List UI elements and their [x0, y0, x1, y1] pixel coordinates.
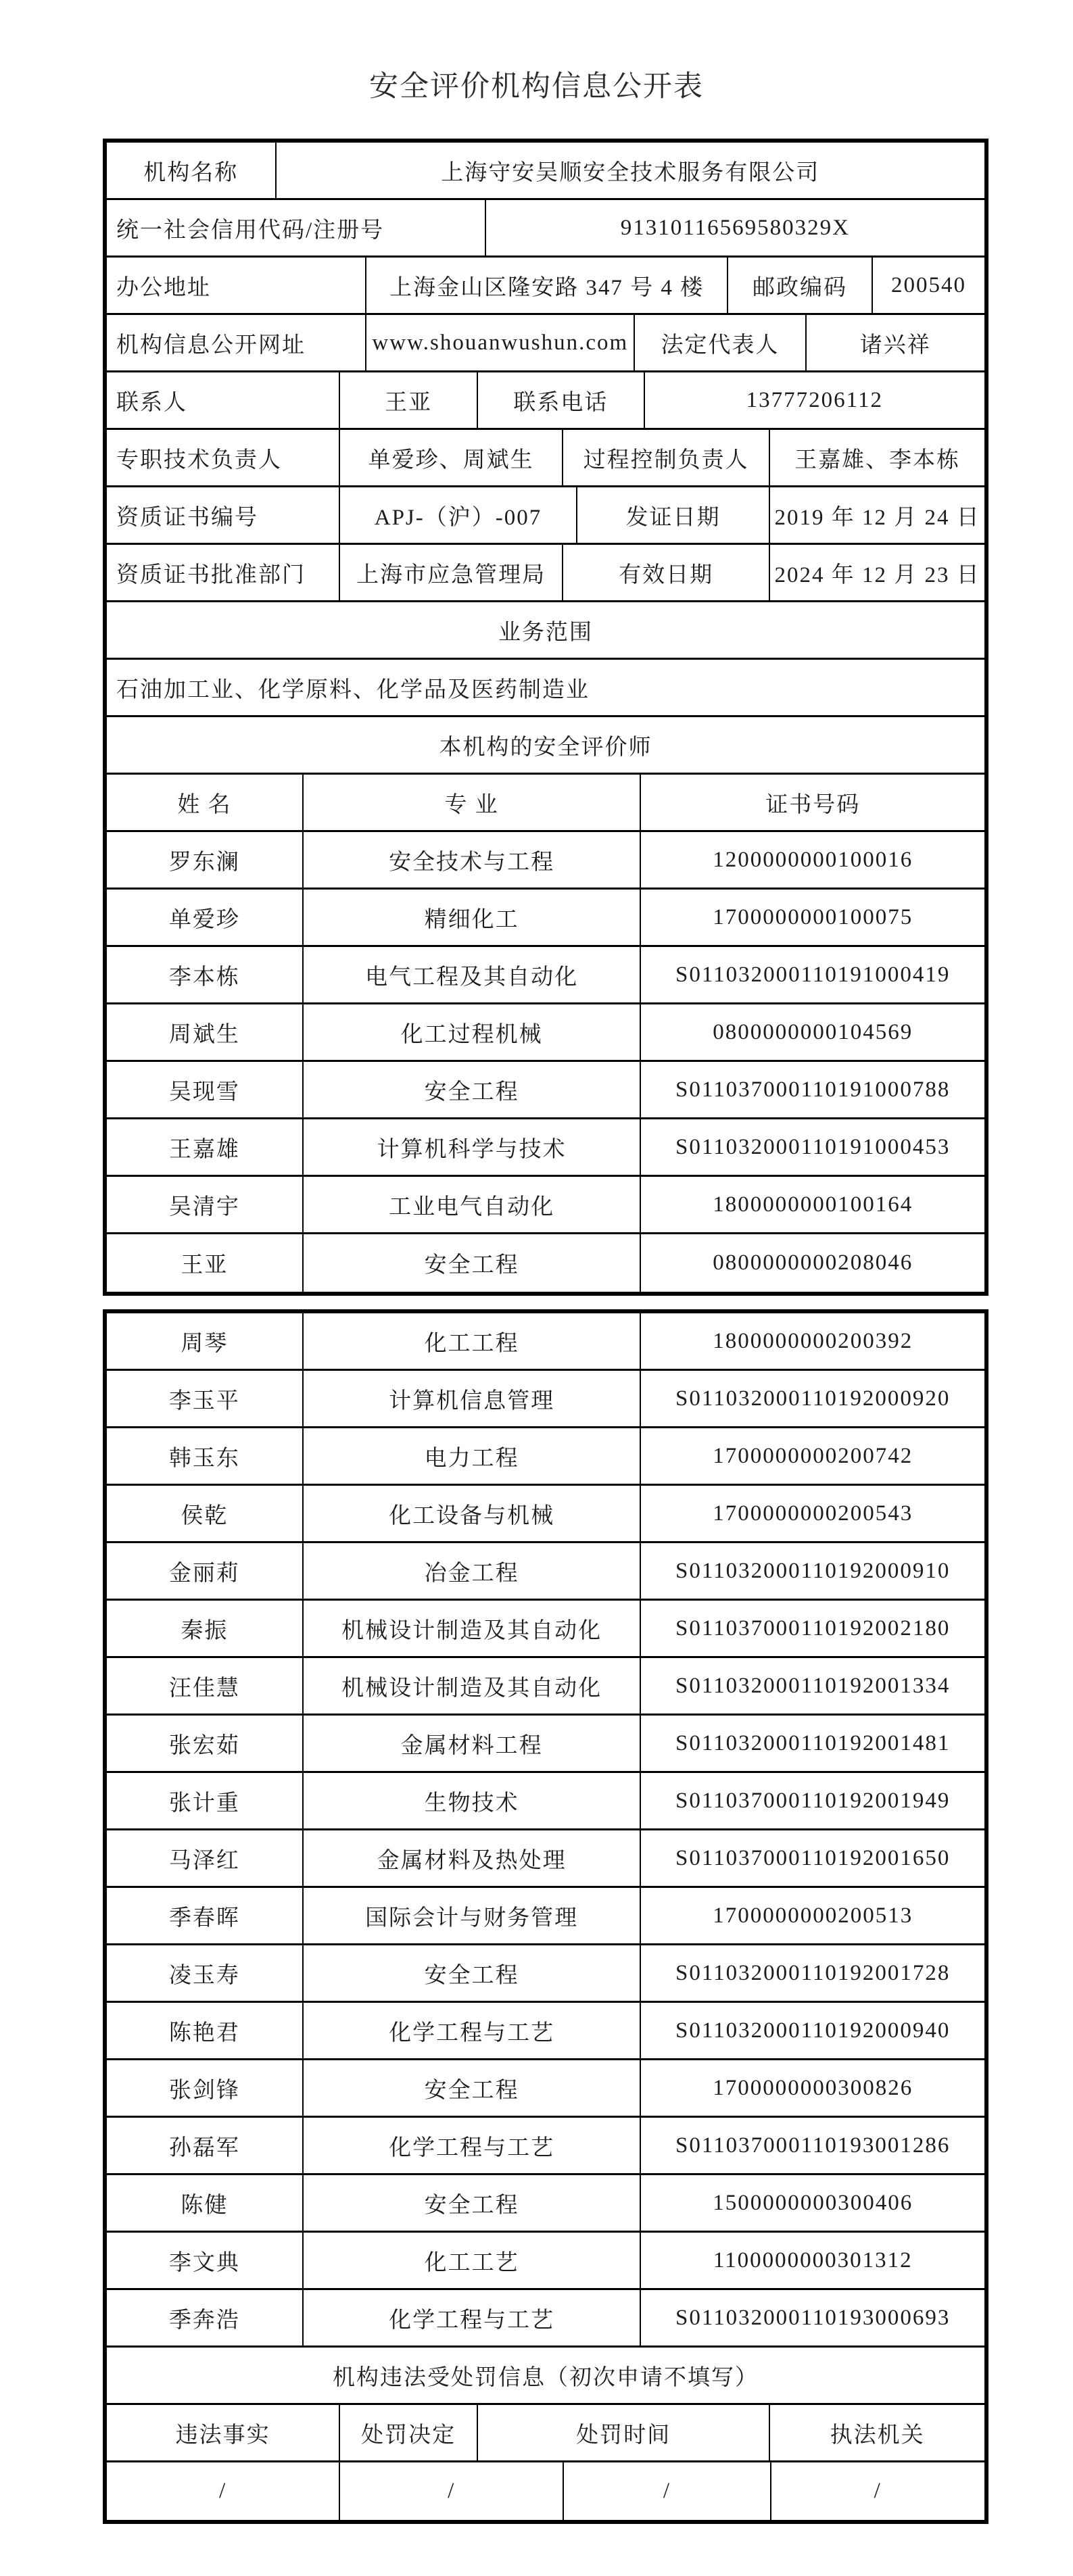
evaluator-row — [107, 2175, 984, 2233]
cert-number-label: 资质证书编号 — [107, 487, 340, 543]
evaluator-row — [107, 1601, 984, 1658]
evaluators-section-title: 本机构的安全评价师 — [439, 735, 652, 760]
evaluator-row — [107, 1486, 984, 1543]
business-scope-row — [107, 660, 984, 717]
evaluator-name: 单爱珍 — [107, 890, 304, 945]
evaluator-major: 机械设计制造及其自动化 — [304, 1658, 642, 1714]
evaluator-row — [107, 1945, 984, 2003]
tech-lead-row — [107, 430, 984, 487]
evaluator-name: 周斌生 — [107, 1004, 304, 1060]
evaluator-row — [107, 1177, 984, 1234]
contact-phone-label: 联系电话 — [478, 372, 645, 428]
evaluators-continued-table — [103, 1309, 988, 2524]
penalty-time-header: 处罚时间 — [478, 2405, 770, 2460]
postal-code-label: 邮政编码 — [728, 258, 873, 313]
office-address-value: 上海金山区隆安路 347 号 4 楼 — [366, 258, 728, 313]
evaluator-name: 金丽莉 — [107, 1543, 304, 1599]
evaluator-row — [107, 947, 984, 1004]
evaluator-major: 化学工程与工艺 — [304, 2118, 642, 2173]
penalty-section-title: 机构违法受处罚信息（初次申请不填写） — [333, 2365, 759, 2390]
evaluator-cert-no: S011032000110192001481 — [675, 1730, 951, 1755]
evaluator-row — [107, 1658, 984, 1716]
evaluator-cert-no: 1700000000300826 — [713, 2075, 913, 2100]
penalty-time-value: / — [564, 2462, 771, 2520]
org-info-table — [103, 139, 988, 1296]
office-address-label: 办公地址 — [107, 258, 366, 313]
evaluator-cert-no: S011032000110191000419 — [675, 962, 951, 987]
org-name-label: 机构名称 — [107, 143, 277, 198]
evaluator-major: 计算机科学与技术 — [304, 1119, 642, 1175]
evaluator-cert-no: 1100000000301312 — [713, 2247, 913, 2273]
violation-fact-header: 违法事实 — [107, 2405, 340, 2460]
evaluator-major: 机械设计制造及其自动化 — [304, 1601, 642, 1656]
office-address-row — [107, 258, 984, 315]
evaluator-cert-no: S011037000110192002180 — [675, 1615, 951, 1641]
evaluator-major-header: 专 业 — [304, 775, 642, 830]
valid-date-label: 有效日期 — [563, 545, 770, 600]
evaluator-major: 安全工程 — [304, 1062, 642, 1117]
evaluator-cert-no: 1800000000100164 — [713, 1192, 913, 1217]
evaluator-name: 凌玉寿 — [107, 1945, 304, 2001]
evaluator-cert-no: S011037000110192001949 — [675, 1788, 951, 1813]
evaluator-major: 安全技术与工程 — [304, 832, 642, 888]
evaluator-name: 韩玉东 — [107, 1428, 304, 1484]
penalty-decision-value: / — [340, 2462, 564, 2520]
cert-number-value: APJ-（沪）-007 — [340, 487, 577, 543]
evaluator-cert-no: 1700000000200543 — [713, 1501, 913, 1526]
evaluator-major: 电力工程 — [304, 1428, 642, 1484]
evaluator-row — [107, 1773, 984, 1830]
website-value: www.shouanwushun.com — [366, 315, 635, 370]
evaluator-cert-no: S011032000110192001334 — [675, 1673, 951, 1698]
evaluator-row — [107, 1062, 984, 1119]
evaluator-cert-no-header: 证书号码 — [765, 792, 861, 817]
evaluators-title-row — [107, 717, 984, 775]
evaluator-name: 王亚 — [107, 1234, 304, 1292]
violation-fact-value: / — [107, 2462, 340, 2520]
evaluator-row — [107, 890, 984, 947]
evaluator-name: 吴现雪 — [107, 1062, 304, 1117]
penalty-header-row — [107, 2405, 984, 2462]
evaluator-name: 季春晖 — [107, 1888, 304, 1943]
evaluator-row — [107, 1543, 984, 1601]
evaluator-name: 罗东澜 — [107, 832, 304, 888]
evaluator-row — [107, 1234, 984, 1292]
evaluator-major: 国际会计与财务管理 — [304, 1888, 642, 1943]
penalty-decision-header: 处罚决定 — [340, 2405, 478, 2460]
evaluator-major: 计算机信息管理 — [304, 1371, 642, 1426]
evaluator-row — [107, 1371, 984, 1428]
evaluator-name: 季奔浩 — [107, 2290, 304, 2346]
tech-lead-value: 单爱珍、周斌生 — [340, 430, 563, 485]
contact-phone-value: 13777206112 — [746, 387, 883, 412]
evaluator-major: 冶金工程 — [304, 1543, 642, 1599]
evaluator-cert-no: S011032000110192000910 — [675, 1558, 951, 1583]
evaluator-row — [107, 832, 984, 890]
evaluator-row — [107, 2003, 984, 2060]
evaluator-major: 安全工程 — [304, 2175, 642, 2231]
business-scope-title: 业务范围 — [498, 620, 593, 645]
enforcement-agency-header: 执法机关 — [830, 2423, 925, 2448]
evaluator-cert-no: S011032000110191000453 — [675, 1134, 951, 1159]
evaluator-row — [107, 1428, 984, 1486]
legal-representative-value: 诸兴祥 — [859, 333, 931, 358]
evaluator-major: 安全工程 — [304, 1945, 642, 2001]
evaluator-row — [107, 2060, 984, 2118]
evaluator-name: 李本栋 — [107, 947, 304, 1002]
org-name-value: 上海守安吴顺安全技术服务有限公司 — [441, 160, 820, 185]
evaluator-name: 孙磊军 — [107, 2118, 304, 2173]
evaluator-major: 金属材料及热处理 — [304, 1830, 642, 1886]
evaluator-major: 精细化工 — [304, 890, 642, 945]
contact-person-value: 王亚 — [340, 372, 478, 428]
evaluator-name: 张剑锋 — [107, 2060, 304, 2116]
evaluator-major: 生物技术 — [304, 1773, 642, 1828]
evaluator-major: 化工过程机械 — [304, 1004, 642, 1060]
business-scope-title-row — [107, 602, 984, 660]
business-scope-value: 石油加工业、化学原料、化学品及医药制造业 — [116, 677, 590, 702]
cert-authority-row — [107, 545, 984, 602]
evaluator-name: 马泽红 — [107, 1830, 304, 1886]
evaluator-row — [107, 2118, 984, 2175]
contact-person-label: 联系人 — [107, 372, 340, 428]
evaluator-cert-no: 1500000000300406 — [713, 2190, 913, 2215]
evaluator-cert-no: S011037000110191000788 — [675, 1077, 951, 1102]
evaluator-cert-no: S011032000110192000920 — [675, 1386, 951, 1411]
evaluator-cert-no: S011037000110193001286 — [675, 2133, 951, 2158]
evaluator-name: 张宏茹 — [107, 1716, 304, 1771]
legal-representative-label: 法定代表人 — [635, 315, 806, 370]
evaluator-cert-no: 1800000000200392 — [713, 1328, 913, 1353]
evaluator-major: 化工工艺 — [304, 2233, 642, 2288]
issue-date-label: 发证日期 — [577, 487, 771, 543]
website-row — [107, 315, 984, 372]
cert-authority-label: 资质证书批准部门 — [107, 545, 340, 600]
issue-date-value: 2019 年 12 月 24 日 — [774, 505, 980, 530]
evaluator-name: 陈艳君 — [107, 2003, 304, 2058]
evaluator-major: 电气工程及其自动化 — [304, 947, 642, 1002]
credit-code-row — [107, 200, 984, 258]
evaluator-major: 安全工程 — [304, 2060, 642, 2116]
website-label: 机构信息公开网址 — [107, 315, 366, 370]
evaluator-name: 侯乾 — [107, 1486, 304, 1541]
tech-lead-label: 专职技术负责人 — [107, 430, 340, 485]
evaluator-major: 工业电气自动化 — [304, 1177, 642, 1232]
evaluator-cert-no: 1200000000100016 — [713, 847, 913, 872]
evaluator-name: 王嘉雄 — [107, 1119, 304, 1175]
evaluator-major: 化学工程与工艺 — [304, 2003, 642, 2058]
evaluator-cert-no: 1700000000200513 — [713, 1903, 913, 1928]
penalty-values-row — [107, 2462, 984, 2520]
evaluator-name: 吴清宇 — [107, 1177, 304, 1232]
evaluator-name-header: 姓 名 — [107, 775, 304, 830]
cert-number-row — [107, 487, 984, 545]
page-title: 安全评价机构信息公开表 — [369, 71, 704, 103]
evaluator-major: 化学工程与工艺 — [304, 2290, 642, 2346]
evaluator-row — [107, 1888, 984, 1945]
process-control-lead-value: 王嘉雄、李本栋 — [794, 447, 961, 472]
evaluator-cert-no: S011032000110193000693 — [675, 2305, 951, 2330]
evaluator-row — [107, 1716, 984, 1773]
postal-code-value: 200540 — [891, 272, 967, 297]
evaluator-major: 安全工程 — [304, 1234, 642, 1292]
evaluator-row — [107, 1119, 984, 1177]
cert-authority-value: 上海市应急管理局 — [340, 545, 563, 600]
evaluator-name: 汪佳慧 — [107, 1658, 304, 1714]
evaluator-major: 化工工程 — [304, 1313, 642, 1369]
evaluator-row — [107, 1830, 984, 1888]
penalty-title-row — [107, 2348, 984, 2405]
org-name-row — [107, 143, 984, 200]
evaluator-cert-no: 1700000000200742 — [713, 1443, 913, 1468]
valid-date-value: 2024 年 12 月 23 日 — [774, 562, 980, 587]
evaluator-name: 李文典 — [107, 2233, 304, 2288]
evaluator-cert-no: 0800000000104569 — [713, 1019, 913, 1044]
evaluator-row — [107, 1004, 984, 1062]
evaluator-name: 周琴 — [107, 1313, 304, 1369]
evaluator-cert-no: 0800000000208046 — [713, 1250, 913, 1275]
evaluator-name: 李玉平 — [107, 1371, 304, 1426]
evaluator-cert-no: S011032000110192001728 — [675, 1960, 951, 1985]
evaluator-major: 金属材料工程 — [304, 1716, 642, 1771]
contact-row — [107, 372, 984, 430]
evaluator-name: 秦振 — [107, 1601, 304, 1656]
evaluator-cert-no: S011037000110192001650 — [675, 1845, 951, 1870]
evaluator-row — [107, 1313, 984, 1371]
process-control-lead-label: 过程控制负责人 — [563, 430, 770, 485]
evaluator-cert-no: 1700000000100075 — [713, 904, 913, 929]
enforcement-agency-value: / — [874, 2479, 882, 2503]
evaluators-header-row — [107, 775, 984, 832]
credit-code-label: 统一社会信用代码/注册号 — [107, 200, 486, 256]
evaluator-cert-no: S011032000110192000940 — [675, 2018, 951, 2043]
evaluator-row — [107, 2290, 984, 2348]
evaluator-row — [107, 2233, 984, 2290]
credit-code-value: 91310116569580329X — [620, 215, 850, 240]
evaluator-name: 陈健 — [107, 2175, 304, 2231]
evaluator-major: 化工设备与机械 — [304, 1486, 642, 1541]
evaluator-name: 张计重 — [107, 1773, 304, 1828]
